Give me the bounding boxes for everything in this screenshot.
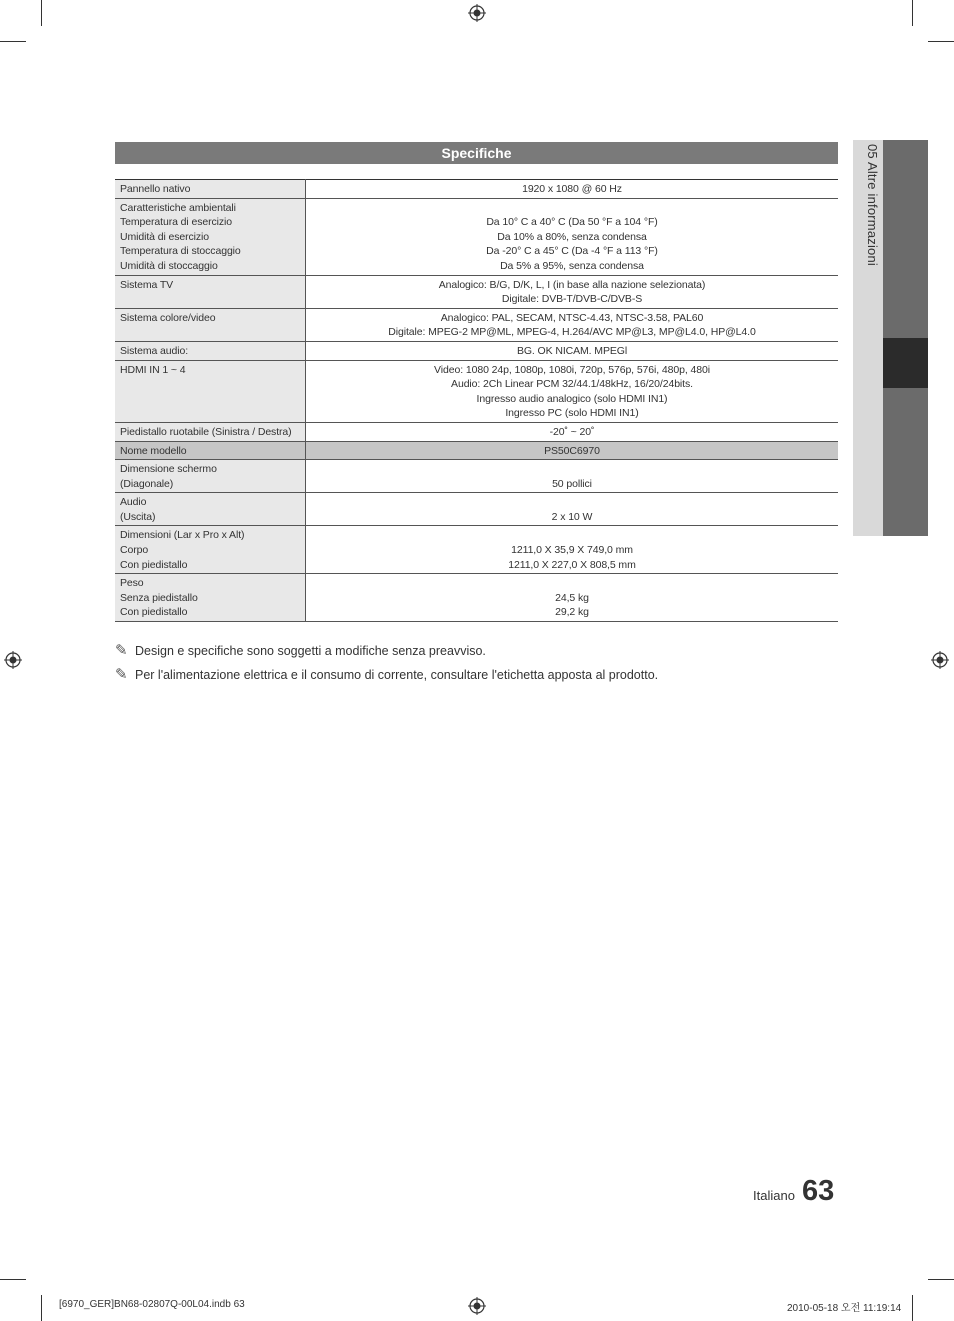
spec-value <box>306 198 839 275</box>
spec-value-line: Ingresso audio analogico (solo HDMI IN1) <box>476 392 668 405</box>
note-text: Design e specifiche sono soggetti a modifiche senza preavviso. <box>135 644 486 658</box>
spec-label <box>115 526 306 574</box>
spec-label <box>115 308 306 341</box>
file-info: [6970_GER]BN68-02807Q-00L04.indb 63 <box>59 1299 245 1310</box>
table-row <box>115 180 838 199</box>
spec-value-line: Da 10° C a 40° C (Da 50 °F a 104 °F) <box>486 216 658 229</box>
crop-mark <box>0 1279 26 1280</box>
spec-label-line: Audio <box>120 496 147 509</box>
crop-mark <box>912 1295 913 1321</box>
crop-mark <box>41 0 42 26</box>
spec-label <box>115 460 306 493</box>
crop-mark <box>928 1279 954 1280</box>
spec-value <box>306 526 839 574</box>
spec-value <box>306 275 839 308</box>
spec-label-line: Nome modello <box>120 444 187 457</box>
table-row <box>115 422 838 441</box>
chapter-tab-marker <box>883 338 928 388</box>
chapter-tab-label: 05 Altre informazioni <box>865 144 880 266</box>
spec-label-line: Caratteristiche ambientali <box>120 201 236 214</box>
spec-label-line: Sistema TV <box>120 278 174 291</box>
spec-value-line: Digitale: MPEG-2 MP@ML, MPEG-4, H.264/AVC MP@L3, MP@L4.0, HP@L4.0 <box>388 326 756 339</box>
spec-label <box>115 341 306 360</box>
pencil-icon: ✎ <box>115 642 128 659</box>
spec-value <box>306 460 839 493</box>
spec-label <box>115 441 306 460</box>
spec-value <box>306 493 839 526</box>
table-row <box>115 493 838 526</box>
spec-value-line: -20˚ ~ 20˚ <box>549 425 595 438</box>
spec-label <box>115 574 306 622</box>
spec-label <box>115 198 306 275</box>
page-language: Italiano <box>753 1188 795 1203</box>
spec-label-line: Umidità di esercizio <box>120 230 210 243</box>
note-item <box>115 642 658 666</box>
crop-mark <box>41 1295 42 1321</box>
spec-label <box>115 275 306 308</box>
table-row <box>115 460 838 493</box>
section-title: Specifiche <box>115 142 838 164</box>
spec-label-line: Dimensione schermo <box>120 463 217 476</box>
table-row <box>115 360 838 422</box>
spec-value-line: PS50C6970 <box>544 444 600 457</box>
spec-value-line: 29,2 kg <box>555 606 589 619</box>
registration-mark-icon <box>468 1297 486 1315</box>
table-row <box>115 441 838 460</box>
page-number: 63 <box>802 1175 835 1207</box>
spec-value-line: BG. OK NICAM. MPEGl <box>516 344 628 357</box>
spec-value <box>306 574 839 622</box>
spec-value-line: Analogico: PAL, SECAM, NTSC-4.43, NTSC-3.58, PAL60 <box>440 311 704 324</box>
spec-label <box>115 493 306 526</box>
spec-label-line: Senza piedistallo <box>120 591 198 604</box>
spec-value <box>306 180 839 199</box>
spec-value-line: Da 5% a 95%, senza condensa <box>500 259 644 272</box>
spec-label-line: Umidità di stoccaggio <box>120 259 218 272</box>
notes <box>115 642 658 690</box>
spec-label-line: (Uscita) <box>120 510 156 523</box>
spec-label <box>115 360 306 422</box>
note-item <box>115 666 658 690</box>
spec-value <box>306 422 839 441</box>
spec-value-line: Ingresso PC (solo HDMI IN1) <box>505 407 639 420</box>
spec-label-line: Con piedistallo <box>120 558 188 571</box>
spec-value-line: 24,5 kg <box>555 591 589 604</box>
spec-label-line: (Diagonale) <box>120 477 174 490</box>
spec-label-line: Con piedistallo <box>120 606 188 619</box>
registration-mark-icon <box>4 651 22 669</box>
spec-label <box>115 422 306 441</box>
table-row <box>115 526 838 574</box>
table-row <box>115 198 838 275</box>
spec-value-line: 50 pollici <box>552 477 592 490</box>
table-row <box>115 308 838 341</box>
spec-label-line: HDMI IN 1 ~ 4 <box>120 363 186 376</box>
crop-mark <box>928 41 954 42</box>
print-timestamp: 2010-05-18 오전 11:19:14 <box>787 1303 902 1314</box>
spec-table <box>115 179 838 622</box>
spec-value-line: 1211,0 X 35,9 X 749,0 mm <box>511 544 633 557</box>
table-row <box>115 275 838 308</box>
crop-mark <box>912 0 913 26</box>
spec-value-line: 1211,0 X 227,0 X 808,5 mm <box>508 558 636 571</box>
crop-mark <box>0 41 26 42</box>
note-text: Per l'alimentazione elettrica e il consumo di corrente, consultare l'etichetta apposta al prodotto. <box>135 668 659 682</box>
spec-label-line: Sistema colore/video <box>120 311 216 324</box>
spec-value <box>306 308 839 341</box>
spec-value-line: Da 10% a 80%, senza condensa <box>497 230 647 243</box>
spec-label-line: Temperatura di esercizio <box>120 216 232 229</box>
spec-value-line: 2 x 10 W <box>551 510 593 523</box>
spec-label-line: Sistema audio: <box>120 344 189 357</box>
spec-value-line: Analogico: B/G, D/K, L, I (in base alla nazione selezionata) <box>438 278 706 291</box>
spec-value <box>306 441 839 460</box>
pencil-icon: ✎ <box>115 666 128 683</box>
spec-label-line: Dimensioni (Lar x Pro x Alt) <box>120 529 245 542</box>
spec-value-line: Digitale: DVB-T/DVB-C/DVB-S <box>501 293 643 306</box>
table-row <box>115 574 838 622</box>
spec-label-line: Piedistallo ruotabile (Sinistra / Destra) <box>120 425 292 438</box>
spec-label-line: Corpo <box>120 544 149 557</box>
spec-value <box>306 341 839 360</box>
spec-label-line: Pannello nativo <box>120 183 191 195</box>
spec-value-line: Video: 1080 24p, 1080p, 1080i, 720p, 576p, 576i, 480p, 480i <box>434 363 710 376</box>
spec-value-line: Audio: 2Ch Linear PCM 32/44.1/48kHz, 16/20/24bits. <box>451 378 693 391</box>
table-row <box>115 341 838 360</box>
spec-value-line: Da -20° C a 45° C (Da -4 °F a 113 °F) <box>486 245 658 258</box>
spec-label-line: Temperatura di stoccaggio <box>120 245 241 258</box>
spec-value <box>306 360 839 422</box>
spec-value-line: 1920 x 1080 @ 60 Hz <box>522 183 622 195</box>
registration-mark-icon <box>931 651 949 669</box>
spec-label <box>115 180 306 199</box>
spec-label-line: Peso <box>120 577 144 590</box>
registration-mark-icon <box>468 4 486 22</box>
